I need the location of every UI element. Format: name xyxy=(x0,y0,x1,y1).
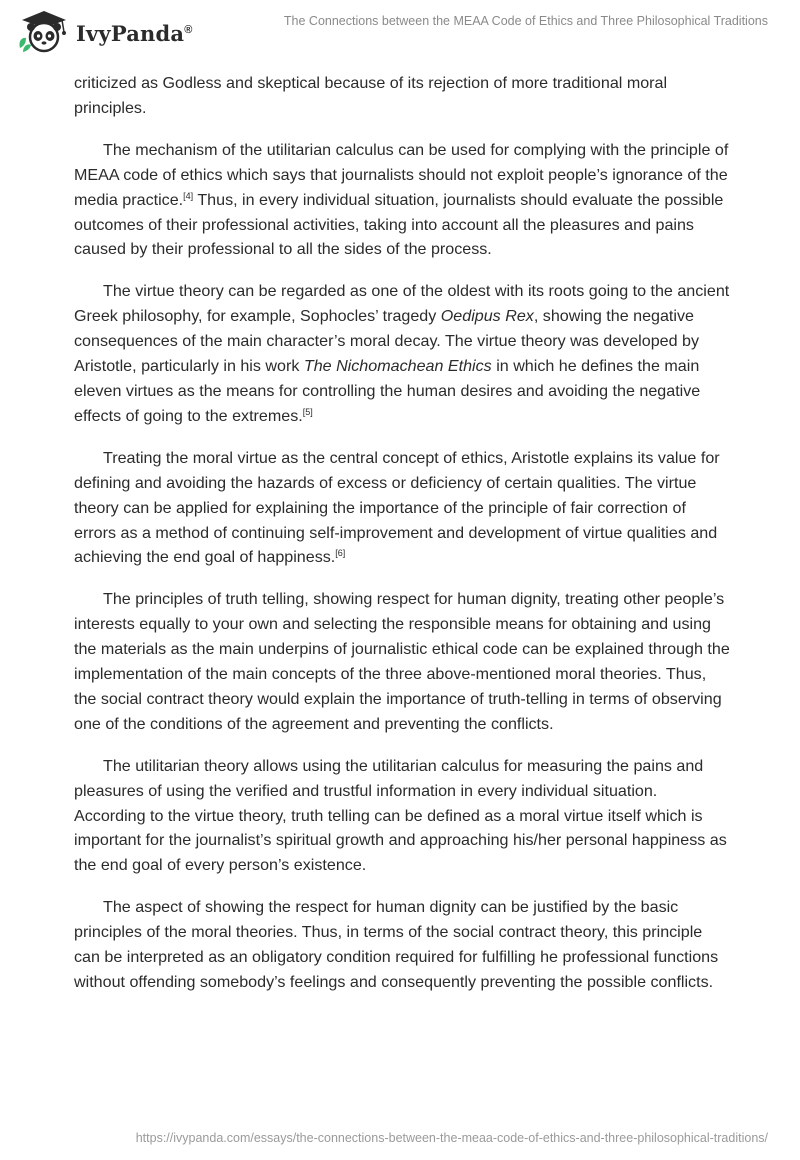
work-title-nichomachean-ethics: The Nichomachean Ethics xyxy=(303,357,492,376)
footnote-4-link[interactable]: [4] xyxy=(183,190,194,201)
paragraph-2: The mechanism of the utilitarian calculus can be used for complying with the principle of MEAA code of ethics which says that journalists should not exploit people’s ignorance of the media practice.[4] Thus, in every individual situation, journalists should evaluate the possible outcomes of their professional activities, taking into account all the pleasures and pains caused by their professional to all the sides of the process. xyxy=(74,140,729,259)
footnote-6-link[interactable]: [6] xyxy=(335,548,346,559)
paragraph-1: criticized as Godless and skeptical because of its rejection of more traditional moral principles. xyxy=(74,74,668,117)
page-header xyxy=(0,0,800,60)
paragraph-3: The virtue theory can be regarded as one of the oldest with its roots going to the ancient Greek philosophy, for example, Sophocles’ tragedy Oedipus Rex, showing the negative consequences of the main character’s moral decay. The virtue theory was developed by Aristotle, particularly in his work The Nichomachean Ethics in which he defines the main eleven virtues as the means for controlling the human desires and avoiding the negative effects of going to the extremes.[5] xyxy=(74,282,730,425)
work-title-oedipus-rex: Oedipus Rex xyxy=(440,307,534,326)
paragraph-7: The aspect of showing the respect for human dignity can be justified by the basic principles of the moral theories. Thus, in terms of the social contract theory, this principle can be interpreted as an obligatory condition required for fulfilling he professional functions without offending somebody’s feelings and consequently preventing the possible conflicts. xyxy=(74,898,719,991)
source-url[interactable]: https://ivypanda.com/essays/the-connections-between-the-meaa-code-of-ethics-and-three-philosophical-traditions/ xyxy=(135,1131,768,1145)
paragraph-5: The principles of truth telling, showing respect for human dignity, treating other people’s interests equally to your own and selecting the responsible means for obtaining and using the materials as the main underpins of journalistic ethical code can be explained through the implementation of the main concepts of the three above-mentioned moral theories. Thus, the social contract theory would explain the importance of truth-telling in terms of observing one of the conditions of the agreement and preventing the conflicts. xyxy=(74,590,730,733)
paragraph-4: Treating the moral virtue as the central concept of ethics, Aristotle explains its value for defining and avoiding the hazards of excess or deficiency of certain qualities. The virtue theory can be applied for explaining the importance of the principle of fair correction of errors as a method of continuing self-improvement and development of virtue qualities and achieving the end goal of happiness.[6] xyxy=(74,448,720,567)
running-title: The Connections between the MEAA Code of Ethics and Three Philosophical Traditions xyxy=(283,14,768,28)
essay-body xyxy=(74,71,730,1012)
ivypanda-logo[interactable] xyxy=(14,8,193,59)
footnote-5-link[interactable]: [5] xyxy=(302,406,313,417)
paragraph-6: The utilitarian theory allows using the utilitarian calculus for measuring the pains and pleasures of using the verified and trustful information in every individual situation. According to the virtue theory, truth telling can be defined as a moral virtue itself which is important for the journalist’s spiritual growth and approaching his/her personal happiness as the end goal of every person’s existence. xyxy=(74,756,727,875)
panda-graduate-icon xyxy=(14,8,72,59)
brand-name: IvyPanda® xyxy=(76,21,193,46)
